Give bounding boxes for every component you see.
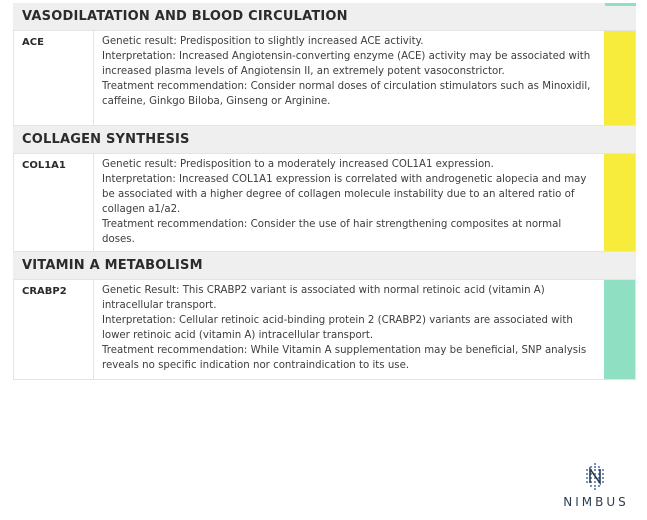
- status-bar-yellow: [604, 31, 635, 125]
- section-header-vitamin-a: [13, 252, 636, 279]
- status-bar-yellow: [604, 154, 635, 251]
- gene-name: COL1A1: [14, 154, 94, 251]
- genetic-result: Genetic Result: This CRABP2 variant is associated with normal retinoic acid (vitamin A) intracellular transport.: [102, 285, 545, 311]
- gene-name: CRABP2: [14, 280, 94, 379]
- genetic-result: Genetic result: Predisposition to a moderately increased COL1A1 expression.: [102, 159, 494, 170]
- gene-row-col1a1: [13, 153, 636, 252]
- nimbus-logo-text: NIMBUS: [563, 495, 629, 509]
- gene-row-ace: [13, 30, 636, 126]
- gene-description: [94, 31, 604, 125]
- interpretation: Interpretation: Increased Angiotensin-converting enzyme (ACE) activity may be associated with increased plasma levels of Angiotensin II, an extremely potent vasoconstrictor.: [102, 51, 591, 77]
- interpretation: Interpretation: Cellular retinoic acid-binding protein 2 (CRABP2) variants are associated with lower retinoic acid (vitamin A) intracellular transport.: [102, 315, 573, 341]
- section-header-vasodilatation: [13, 3, 636, 30]
- treatment-recommendation: Treatment recommendation: Consider normal doses of circulation stimulators such as Minoxidil, caffeine, Ginkgo Biloba, Ginseng or Arginine.: [102, 81, 591, 107]
- gene-name: ACE: [14, 31, 94, 125]
- section-title: VITAMIN A METABOLISM: [22, 258, 203, 273]
- header-status-accent: [605, 3, 636, 6]
- section-header-collagen: [13, 126, 636, 153]
- section-title: COLLAGEN SYNTHESIS: [22, 132, 190, 147]
- status-bar-green: [604, 280, 635, 379]
- gene-row-crabp2: [13, 279, 636, 380]
- treatment-recommendation: Treatment recommendation: While Vitamin A supplementation may be beneficial, SNP analysis reveals no specific indication nor contraindication to its use.: [102, 345, 587, 371]
- interpretation: Interpretation: Increased COL1A1 expression is correlated with androgenetic alopecia and may be associated with a higher degree of collagen molecule instability due to an altered ratio of collagen a1/a2.: [102, 174, 587, 215]
- treatment-recommendation: Treatment recommendation: Consider the use of hair strengthening composites at normal doses.: [102, 219, 562, 245]
- gene-description: [94, 280, 604, 379]
- nimbus-logo: [551, 462, 641, 512]
- gene-description: [94, 154, 604, 251]
- genetic-result: Genetic result: Predisposition to slightly increased ACE activity.: [102, 36, 424, 47]
- nimbus-logo-icon: [584, 462, 606, 490]
- section-title: VASODILATATION AND BLOOD CIRCULATION: [22, 9, 348, 24]
